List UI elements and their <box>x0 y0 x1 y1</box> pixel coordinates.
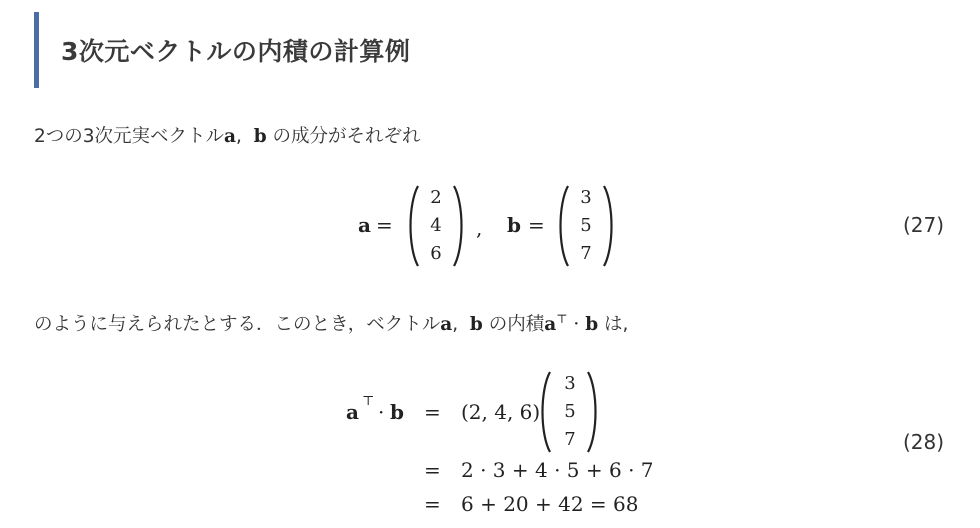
intro-suffix: の成分がそれぞれ <box>266 126 421 147</box>
vector-b-entry: 5 <box>580 215 592 236</box>
vector-a-entry: 4 <box>430 215 442 236</box>
eq27-left-paren-b <box>556 184 570 268</box>
vector-a-symbol: a <box>224 126 237 147</box>
description-suffix: は, <box>598 314 629 335</box>
vector-b-symbol: b <box>469 314 483 335</box>
inner-product-b: b <box>585 314 599 335</box>
intro-text: 2つの3次元実ベクトル <box>34 126 225 147</box>
vector-a-symbol: a <box>440 314 453 335</box>
dot-operator: · <box>567 314 586 335</box>
description-mid: の内積 <box>482 314 545 335</box>
eq28-equals-3: = <box>424 492 441 516</box>
eq27-comma: , <box>476 216 483 240</box>
intro-comma: , <box>236 126 242 147</box>
description-text: のように与えられたとする．このとき，ベクトル <box>34 314 441 335</box>
eq27-lhs-b: b <box>507 213 521 237</box>
eq27-left-paren-a <box>406 184 420 268</box>
description-paragraph <box>34 310 628 336</box>
eq28-right-paren <box>586 370 600 454</box>
eq27-lhs-a: a <box>358 213 371 237</box>
eq28-equals-1: = <box>424 400 441 424</box>
column-entry: 5 <box>564 401 576 422</box>
vector-a-entry: 2 <box>430 187 442 208</box>
eq28-result: 6 + 20 + 42 = 68 <box>461 492 639 516</box>
eq28-expansion: 2 · 3 + 4 · 5 + 6 · 7 <box>461 458 654 482</box>
section-heading <box>34 12 634 88</box>
intro-paragraph <box>34 122 421 148</box>
vector-a-entry: 6 <box>430 243 442 264</box>
eq28-lhs-b: b <box>390 400 404 424</box>
eq27-vector-a <box>424 184 448 268</box>
transpose-symbol: ⊤ <box>556 312 568 326</box>
eq28-left-paren <box>538 370 552 454</box>
column-entry: 7 <box>564 429 576 450</box>
vector-b-entry: 3 <box>580 187 592 208</box>
inner-product-a: a <box>544 314 557 335</box>
vector-b-symbol: b <box>253 126 267 147</box>
eq27-right-paren-a <box>452 184 466 268</box>
equation-number-27: (27) <box>902 213 944 237</box>
eq27-vector-b <box>574 184 598 268</box>
heading-title: 3次元ベクトルの内積の計算例 <box>61 37 411 66</box>
column-entry: 3 <box>564 373 576 394</box>
eq28-column-vector <box>558 370 582 454</box>
eq28-row-vector: (2, 4, 6) <box>461 400 541 424</box>
eq28-lhs-a: a <box>346 400 359 424</box>
description-comma: , <box>452 314 459 335</box>
eq28-equals-2: = <box>424 458 441 482</box>
eq27-right-paren-b <box>602 184 616 268</box>
eq27-equals-b: = <box>528 213 545 237</box>
equation-number-28: (28) <box>902 430 944 454</box>
vector-b-entry: 7 <box>580 243 592 264</box>
eq28-dot: · <box>378 400 385 424</box>
eq27-equals-a: = <box>376 213 393 237</box>
eq28-transpose: ⊤ <box>362 394 375 409</box>
